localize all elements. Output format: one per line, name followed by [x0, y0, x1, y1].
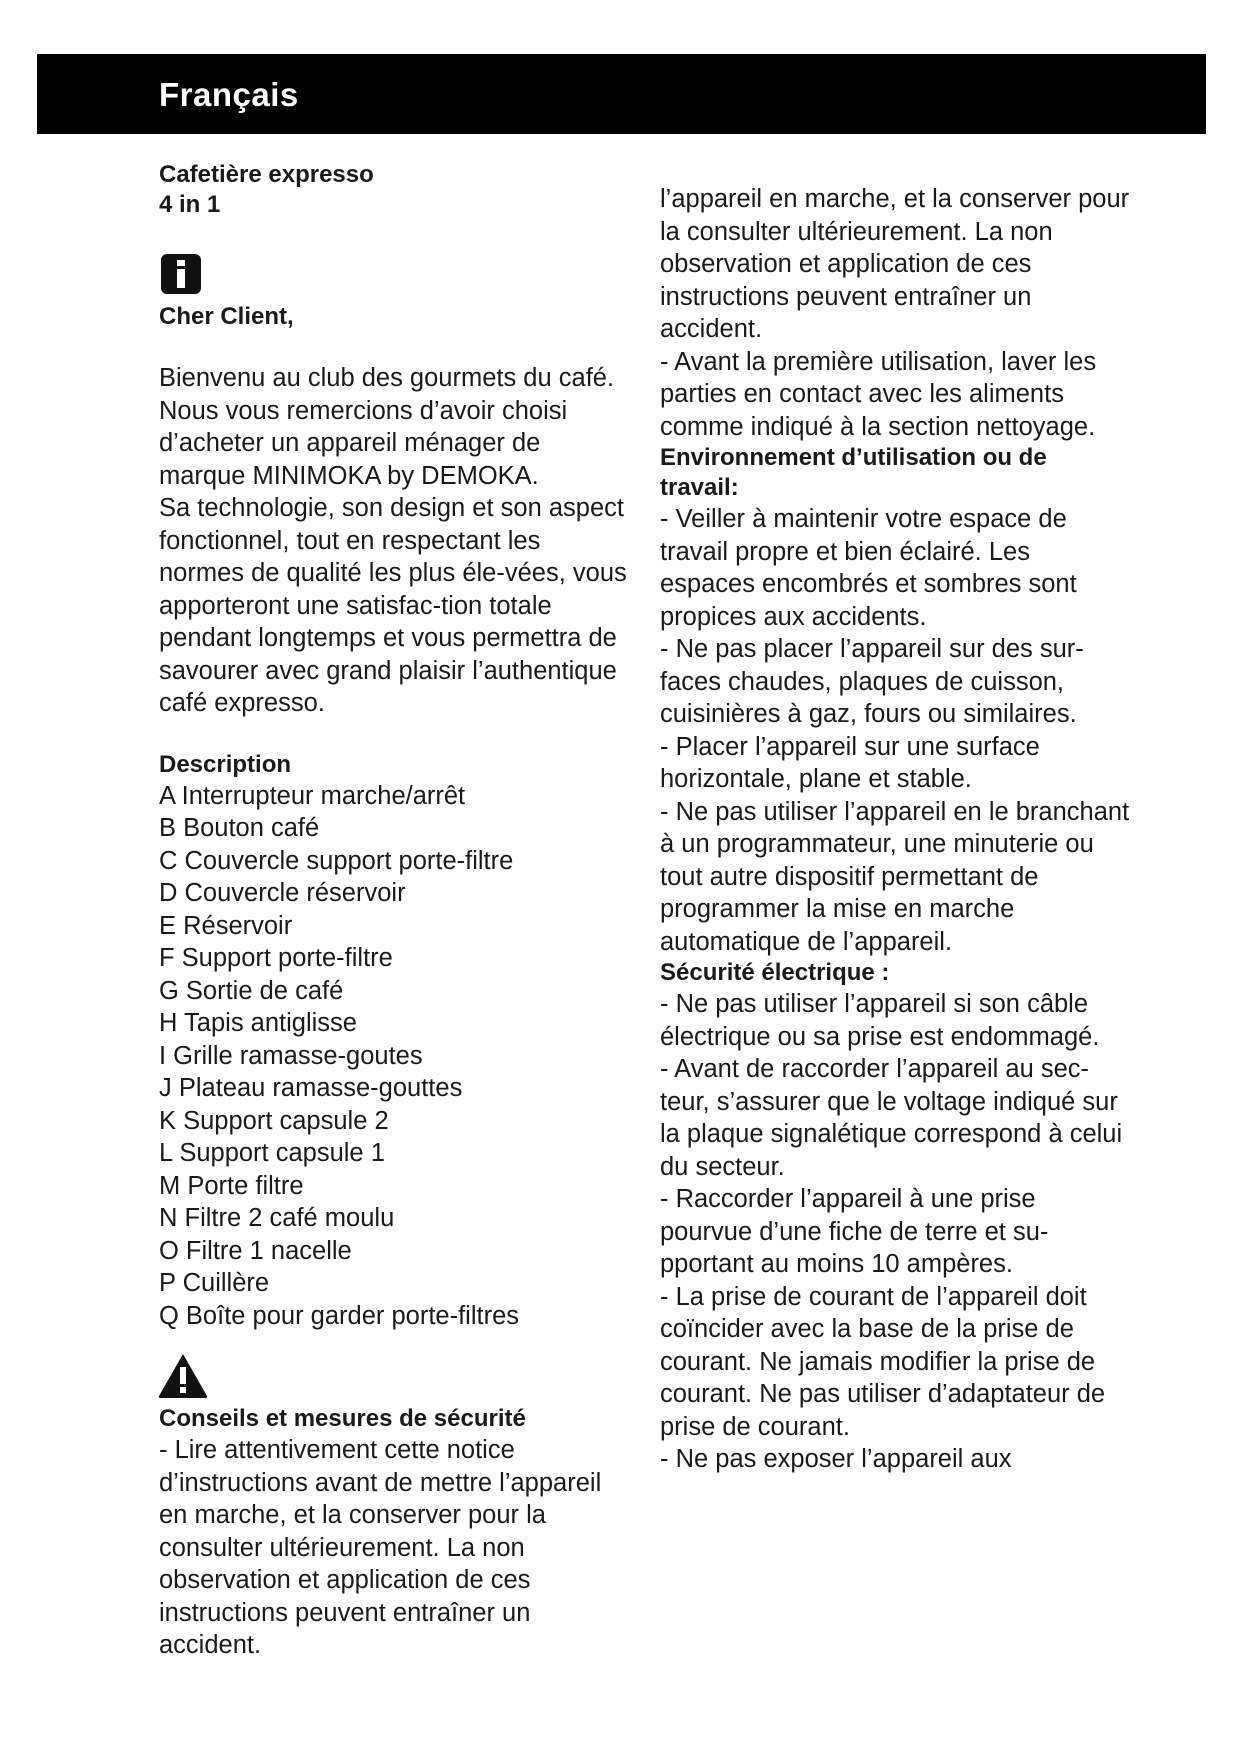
list-item: I Grille ramasse-goutes [159, 1041, 423, 1070]
safety-paragraph: - Lire attentivement cette notice d’instructions avant de mettre l’appareil en marche, et la conserver pour la consulter ultérieurement. La non observation et application de ces instructions peuvent entraîner un accident. [159, 1436, 602, 1659]
list-item: C Couvercle support porte-filtre [159, 846, 514, 875]
product-title-line2: 4 in 1 [159, 191, 221, 218]
list-item: P Cuillère [159, 1269, 270, 1297]
list-item: A Interrupteur marche/arrêt [159, 781, 466, 810]
info-icon [159, 252, 203, 296]
safety-title: Conseils et mesures de sécurité [159, 1405, 526, 1432]
list-item: D Couvercle réservoir [159, 879, 406, 907]
page-language-title: Français [159, 76, 299, 113]
environment-title: Environnement d’utilisation ou de travail: [660, 444, 1047, 501]
safety-paragraph: - Avant la première utilisation, laver les parties en contact avec les aliments comme indiqué à la section nettoyage. [660, 347, 1097, 441]
greeting: Cher Client, [159, 303, 294, 330]
electrical-title: Sécurité électrique : [660, 959, 890, 986]
list-item: L Support capsule 1 [159, 1139, 385, 1167]
description-title: Description [159, 750, 292, 778]
electrical-paragraph: - Ne pas utiliser l’appareil si son câble électrique ou sa prise est endommagé. [660, 990, 1100, 1051]
list-item: E Réservoir [159, 911, 293, 940]
list-item: K Support capsule 2 [159, 1106, 389, 1135]
product-title-line1: Cafetière expresso [159, 161, 374, 188]
list-item: Q Boîte pour garder porte-filtres [159, 1301, 520, 1330]
safety-paragraph-continued: l’appareil en marche, et la conserver pour la consulter ultérieurement. La non observation et application de ces instructions peuvent entraîner un accident. [660, 185, 1130, 343]
electrical-paragraph: - Ne pas exposer l’appareil aux [660, 1445, 1012, 1473]
intro-paragraph: Sa technologie, son design et son aspect fonctionnel, tout en respectant les normes de qualité les plus éle-vées, vous apporteront une satisfac-tion totale pendant longtemps et vous permettra de savourer avec grand plaisir l’authentique café expresso. [159, 494, 627, 717]
environment-paragraph: - Veiller à maintenir votre espace de travail propre et bien éclairé. Les espaces encombrés et sombres sont propices aux accidents. [660, 505, 1077, 631]
intro-paragraph: Bienvenu au club des gourmets du café. [159, 364, 615, 392]
environment-paragraph: - Placer l’appareil sur une surface horizontale, plane et stable. [660, 732, 1040, 793]
electrical-paragraph: - Avant de raccorder l’appareil au sec-teur, s’assurer que le voltage indiqué sur la plaque signalétique correspond à celui du secteur. [660, 1055, 1123, 1181]
environment-paragraph: - Ne pas utiliser l’appareil en le branchant à un programmateur, une minuterie ou tout autre dispositif permettant de programmer la mise en marche automatique de l’appareil. [660, 797, 1130, 956]
list-item: F Support porte-filtre [159, 944, 393, 972]
environment-paragraph: - Ne pas placer l’appareil sur des sur-faces chaudes, plaques de cuisson, cuisinières à gaz, fours ou similaires. [660, 635, 1084, 728]
description-list [159, 780, 629, 1333]
electrical-paragraph: - Raccorder l’appareil à une prise pourvue d’une fiche de terre et su-pportant au moins 10 ampères. [660, 1185, 1049, 1278]
electrical-paragraph: - La prise de courant de l’appareil doit coïncider avec la base de la prise de courant. Ne jamais modifier la prise de courant. Ne pas utiliser d’adaptateur de prise de courant. [660, 1282, 1106, 1441]
intro-paragraph: Nous vous remercions d’avoir choisi d’acheter un appareil ménager de marque MINIMOKA by DEMOKA. [159, 396, 568, 490]
list-item: N Filtre 2 café moulu [159, 1204, 395, 1232]
list-item: O Filtre 1 nacelle [159, 1236, 352, 1265]
list-item: M Porte filtre [159, 1171, 304, 1200]
warning-icon [157, 1352, 209, 1400]
left-column [159, 160, 629, 1659]
list-item: G Sortie de café [159, 976, 344, 1005]
right-column [660, 183, 1130, 1476]
header-bar [37, 54, 1206, 134]
list-item: H Tapis antiglisse [159, 1009, 357, 1037]
list-item: B Bouton café [159, 814, 320, 842]
list-item: J Plateau ramasse-gouttes [159, 1074, 463, 1102]
